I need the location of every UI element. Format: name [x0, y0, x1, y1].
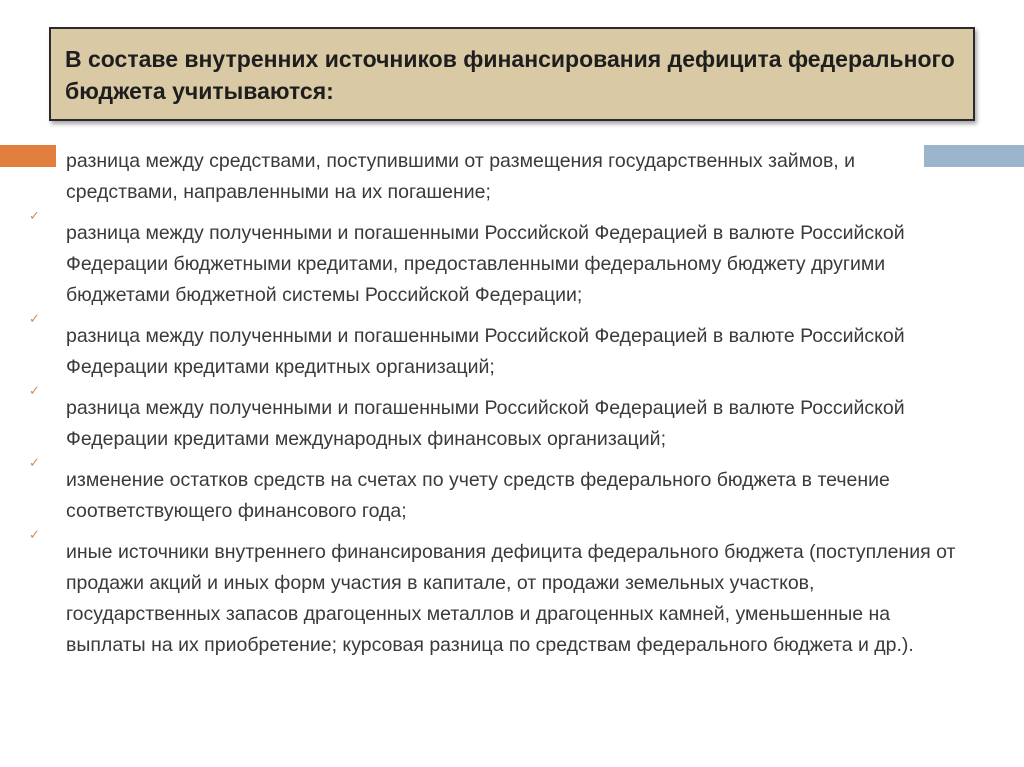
list-item: [0, 208, 1024, 311]
list-item-text: разница между полученными и погашенными Российской Федерацией в валюте Российской Федерации бюджетными кредитами, предоставленными федеральному бюджету другими бюджетами бюджетной системы Российской Федерации;: [66, 222, 905, 306]
bullet-list: [0, 146, 1024, 671]
list-item-text: разница между полученными и погашенными Российской Федерацией в валюте Российской Федерации кредитами международных финансовых организаций;: [66, 397, 905, 450]
list-item-text: изменение остатков средств на счетах по учету средств федерального бюджета в течение соответствующего финансового года;: [66, 469, 890, 522]
list-item-text: разница между полученными и погашенными Российской Федерацией в валюте Российской Федерации кредитами кредитных организаций;: [66, 325, 905, 378]
check-mark-icon: ✓: [29, 527, 40, 542]
list-item: [0, 455, 1024, 527]
list-item: [0, 383, 1024, 455]
check-mark-icon: ✓: [29, 311, 40, 326]
list-item: [0, 146, 1024, 208]
list-item-text: иные источники внутреннего финансирования дефицита федерального бюджета (поступления от продажи акций и иных форм участия в капитале, от продажи земельных участков, государственных запасов драгоценных металлов и драгоценных камней, уменьшенные на выплаты на их приобретение; курсовая разница по средствам федерального бюджета и др.).: [66, 541, 956, 656]
list-item: [0, 527, 1024, 661]
list-item-text: разница между средствами, поступившими от размещения государственных займов, и средствами, направленными на их погашение;: [66, 150, 856, 203]
check-mark-icon: ✓: [29, 455, 40, 470]
check-mark-icon: ✓: [29, 208, 40, 223]
title-box: [49, 27, 975, 121]
check-mark-icon: ✓: [29, 383, 40, 398]
slide-title: В составе внутренних источников финансирования дефицита федерального бюджета учитываются:: [65, 46, 955, 104]
list-item: [0, 311, 1024, 383]
